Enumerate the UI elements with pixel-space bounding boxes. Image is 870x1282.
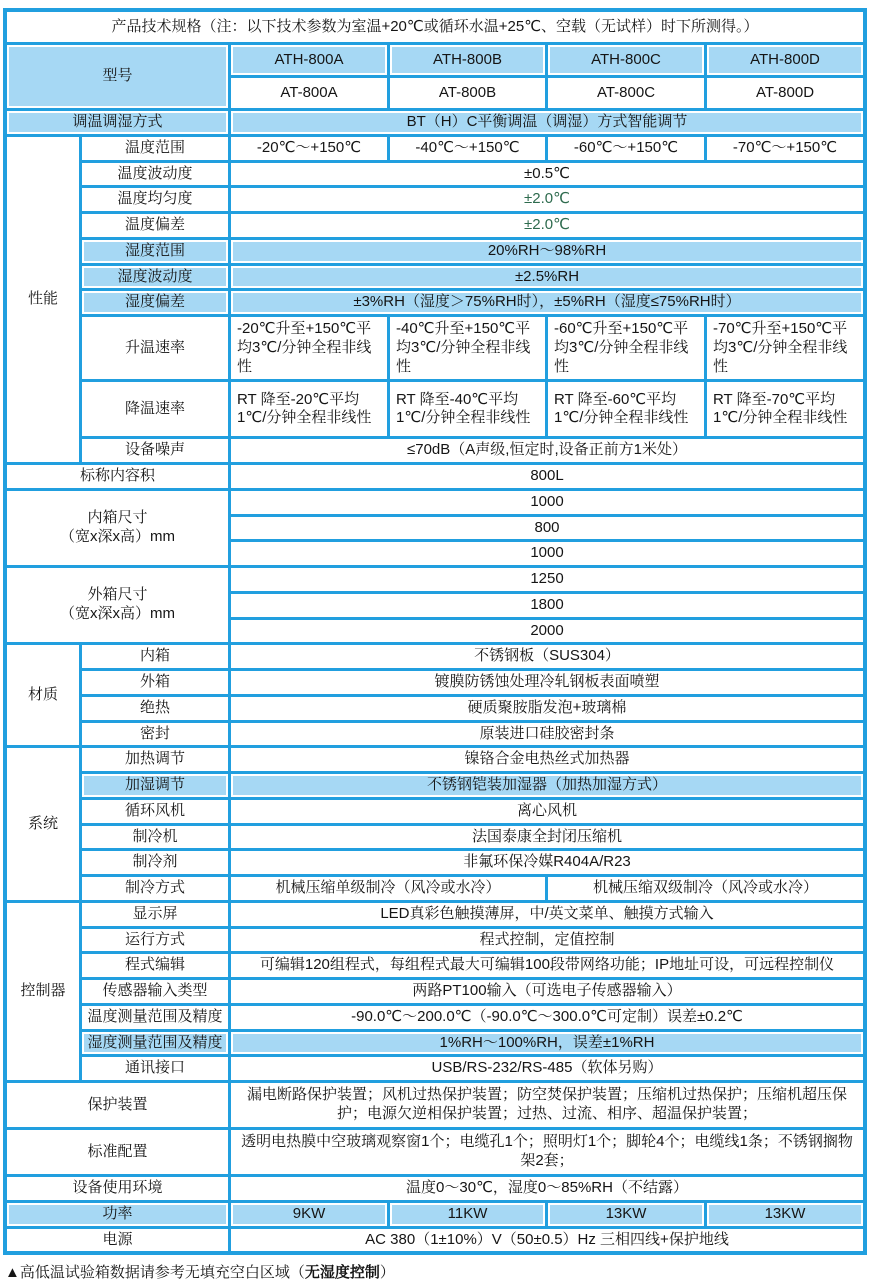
temp-uniformity-label: 温度均匀度 [82,188,228,211]
table-row [7,568,863,591]
inner-size-width: 1000 [231,491,863,514]
outer-size-width: 1250 [231,568,863,591]
table-row [7,877,863,900]
display-label: 显示屏 [82,903,228,926]
humidify-control-label: 加湿调节 [82,774,228,797]
model-at-c: AT-800C [548,78,704,108]
table-row [7,317,863,379]
fan-value: 离心风机 [231,800,863,823]
humidity-fluctuation-label: 湿度波动度 [82,266,228,289]
humidity-deviation-label: 湿度偏差 [82,291,228,314]
footnote-suffix: ） [379,1264,395,1282]
outer-size-depth: 1800 [231,594,863,617]
noise-value: ≤70dB（A声级,恒定时,设备正前方1米处） [231,439,863,462]
table-row [7,111,863,134]
protection-value: 漏电断路保护装置；风机过热保护装置；防空焚保护装置；压缩机过热保护；压缩机超压保护；电源欠逆相保护装置；过热、过流、相序、超温保护装置； [231,1083,863,1127]
material-inner-value: 不锈钢板（SUS304） [231,645,863,668]
temp-fluctuation-value: ±0.5℃ [231,163,863,186]
volume-label: 标称内容积 [7,465,228,488]
temp-range-value-d: -70℃～+150℃ [707,137,863,160]
table-row [7,1032,863,1055]
temp-range-label: 温度范围 [82,137,228,160]
table-row [7,45,863,75]
table-row [7,1006,863,1029]
humidity-range-value: 20%RH～98%RH [231,240,863,263]
comm-port-value: USB/RS-232/RS-485（软体另购） [231,1057,863,1080]
table-row [7,1130,863,1174]
material-insulation-value: 硬质聚胺脂发泡+玻璃棉 [231,697,863,720]
temp-range-value-c: -60℃～+150℃ [548,137,704,160]
inner-size-label-line2: （宽x深x高）mm [60,527,175,545]
material-outer-label: 外箱 [82,671,228,694]
inner-size-label-line1: 内箱尺寸 [87,509,148,527]
table-row [7,954,863,977]
humidity-measure-value: 1%RH～100%RH，误差±1%RH [231,1032,863,1055]
control-mode-label: 调温调湿方式 [7,111,228,134]
spec-title: 产品技术规格（注：以下技术参数为室温+20℃或循环水温+25℃、空载（无试样）时下所测得。） [7,12,863,42]
table-row [7,1083,863,1127]
table-row [7,748,863,771]
heatup-rate-value-c: -60℃升至+150℃平均3℃/分钟全程非线性 [548,317,704,379]
table-row [7,137,863,160]
sensor-input-value: 两路PT100输入（可选电子传感器输入） [231,980,863,1003]
model-ath-d: ATH-800D [707,45,863,75]
table-row [7,671,863,694]
temp-fluctuation-label: 温度波动度 [82,163,228,186]
run-mode-value: 程式控制，定值控制 [231,929,863,952]
table-row [7,163,863,186]
humidity-measure-label: 湿度测量范围及精度 [82,1032,228,1055]
run-mode-label: 运行方式 [82,929,228,952]
environment-label: 设备使用环境 [7,1177,228,1200]
cooldown-rate-value-d: RT 降至-70℃平均1℃/分钟全程非线性 [707,382,863,436]
power-supply-label: 电源 [7,1229,228,1252]
humidify-control-value: 不锈钢铠装加湿器（加热加湿方式） [231,774,863,797]
volume-value: 800L [231,465,863,488]
table-row [7,1177,863,1200]
humidity-fluctuation-value: ±2.5%RH [231,266,863,289]
table-row [7,240,863,263]
noise-label: 设备噪声 [82,439,228,462]
section-controller: 控制器 [7,903,79,1080]
cooling-mode-label: 制冷方式 [82,877,228,900]
table-row [7,382,863,436]
footnote [5,1261,870,1282]
protection-label: 保护装置 [7,1083,228,1127]
program-edit-label: 程式编辑 [82,954,228,977]
material-outer-value: 镀膜防锈蚀处理冷轧钢板表面喷塑 [231,671,863,694]
section-material: 材质 [7,645,79,745]
table-row [7,645,863,668]
inner-size-height: 1000 [231,542,863,565]
cooldown-rate-value-a: RT 降至-20℃平均1℃/分钟全程非线性 [231,382,387,436]
table-row [7,491,863,514]
footnote-prefix: ▲高低温试验箱数据请参考无填充空白区域（ [5,1264,305,1282]
standard-config-label: 标准配置 [7,1130,228,1174]
temp-measure-label: 温度测量范围及精度 [82,1006,228,1029]
table-row [7,851,863,874]
model-ath-c: ATH-800C [548,45,704,75]
cooling-mode-single: 机械压缩单级制冷（风冷或水冷） [231,877,545,900]
temp-deviation-value: ±2.0℃ [231,214,863,237]
table-row [7,697,863,720]
temp-uniformity-value: ±2.0℃ [231,188,863,211]
fan-label: 循环风机 [82,800,228,823]
model-label: 型号 [7,45,228,108]
model-at-d: AT-800D [707,78,863,108]
table-row [7,826,863,849]
cooldown-rate-label: 降温速率 [82,382,228,436]
material-inner-label: 内箱 [82,645,228,668]
table-row [7,1057,863,1080]
cooldown-rate-value-b: RT 降至-40℃平均1℃/分钟全程非线性 [390,382,545,436]
environment-value: 温度0～30℃，湿度0～85%RH（不结露） [231,1177,863,1200]
table-row [7,929,863,952]
table-row [7,800,863,823]
table-row [7,291,863,314]
section-system: 系统 [7,748,79,900]
table-row [7,214,863,237]
material-seal-label: 密封 [82,723,228,746]
outer-size-label-line1: 外箱尺寸 [87,586,148,604]
model-at-a: AT-800A [231,78,387,108]
spec-sheet [3,8,867,1255]
heatup-rate-label: 升温速率 [82,317,228,379]
spec-table [3,8,867,1255]
heatup-rate-value-a: -20℃升至+150℃平均3℃/分钟全程非线性 [231,317,387,379]
temp-measure-value: -90.0℃～200.0℃（-90.0℃～300.0℃可定制）误差±0.2℃ [231,1006,863,1029]
power-value-c: 13KW [548,1203,704,1226]
section-performance: 性能 [7,137,79,462]
table-row [7,774,863,797]
table-row [7,188,863,211]
compressor-label: 制冷机 [82,826,228,849]
table-row [7,439,863,462]
inner-size-label [7,491,228,565]
standard-config-value: 透明电热膜中空玻璃观察窗1个；电缆孔1个；照明灯1个；脚轮4个；电缆线1条；不锈钢搁物架2套； [231,1130,863,1174]
refrigerant-label: 制冷剂 [82,851,228,874]
humidity-deviation-value: ±3%RH（湿度＞75%RH时），±5%RH（湿度≤75%RH时） [231,291,863,314]
compressor-value: 法国泰康全封闭压缩机 [231,826,863,849]
power-value-b: 11KW [390,1203,545,1226]
sensor-input-label: 传感器输入类型 [82,980,228,1003]
heating-control-label: 加热调节 [82,748,228,771]
power-supply-value: AC 380（1±10%）V（50±0.5）Hz 三相四线+保护地线 [231,1229,863,1252]
outer-size-label [7,568,228,642]
power-value-a: 9KW [231,1203,387,1226]
model-ath-a: ATH-800A [231,45,387,75]
cooling-mode-double: 机械压缩双级制冷（风冷或水冷） [548,877,863,900]
table-row [7,12,863,42]
material-seal-value: 原装进口硅胶密封条 [231,723,863,746]
outer-size-label-line2: （宽x深x高）mm [60,605,175,623]
table-row [7,723,863,746]
comm-port-label: 通讯接口 [82,1057,228,1080]
table-row [7,980,863,1003]
table-row [7,903,863,926]
heatup-rate-value-d: -70℃升至+150℃平均3℃/分钟全程非线性 [707,317,863,379]
control-mode-value: BT（H）C平衡调温（调湿）方式智能调节 [231,111,863,134]
table-row [7,465,863,488]
heating-control-value: 镍铬合金电热丝式加热器 [231,748,863,771]
outer-size-height: 2000 [231,620,863,643]
material-insulation-label: 绝热 [82,697,228,720]
heatup-rate-value-b: -40℃升至+150℃平均3℃/分钟全程非线性 [390,317,545,379]
power-value-d: 13KW [707,1203,863,1226]
temp-deviation-label: 温度偏差 [82,214,228,237]
model-ath-b: ATH-800B [390,45,545,75]
temp-range-value-b: -40℃～+150℃ [390,137,545,160]
program-edit-value: 可编辑120组程式，每组程式最大可编辑100段带网络功能；IP地址可设，可远程控制仪 [231,954,863,977]
refrigerant-value: 非氟环保冷媒R404A/R23 [231,851,863,874]
model-at-b: AT-800B [390,78,545,108]
table-row [7,1203,863,1226]
footnote-bold: 无湿度控制 [304,1264,380,1282]
display-value: LED真彩色触摸薄屏，中/英文菜单、触摸方式输入 [231,903,863,926]
humidity-range-label: 湿度范围 [82,240,228,263]
inner-size-depth: 800 [231,517,863,540]
power-label: 功率 [7,1203,228,1226]
temp-range-value-a: -20℃～+150℃ [231,137,387,160]
table-row [7,1229,863,1252]
table-row [7,266,863,289]
cooldown-rate-value-c: RT 降至-60℃平均1℃/分钟全程非线性 [548,382,704,436]
